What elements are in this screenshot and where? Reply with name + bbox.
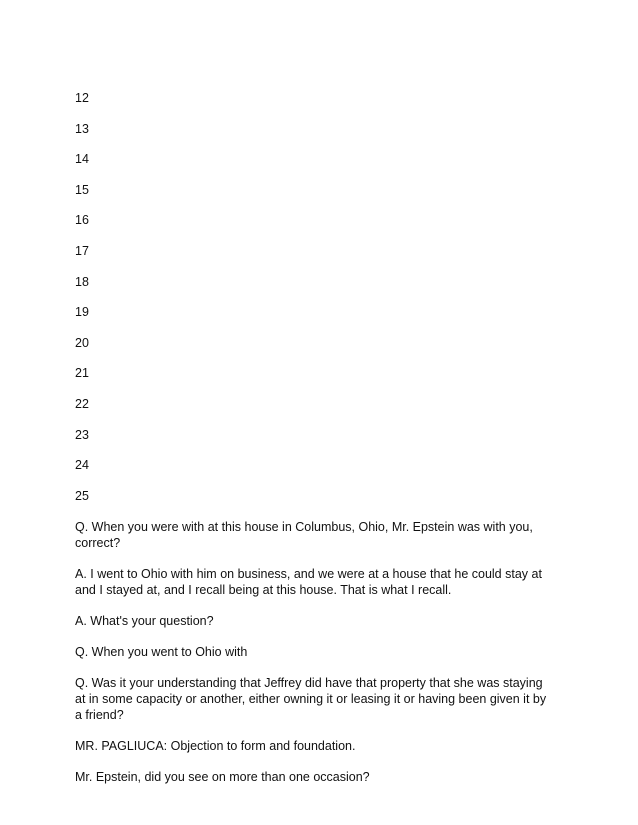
line-number: 18 (75, 274, 89, 289)
line-number: 14 (75, 152, 89, 167)
line-number: 16 (75, 213, 89, 228)
transcript-paragraph: Q. When you went to Ohio with (75, 645, 248, 659)
line-number: 22 (75, 396, 89, 411)
line-number: 15 (75, 182, 89, 197)
transcript-paragraph: MR. PAGLIUCA: Objection to form and foundation. (75, 739, 356, 753)
line-number: 23 (75, 427, 89, 442)
transcript-paragraph: Q. Was it your understanding that Jeffrey did have that property that she was staying at in some capacity or another, either owning it or leasing it or having been given it by a friend? (75, 676, 547, 722)
transcript-paragraph: A. What's your question? (75, 614, 214, 628)
transcript-paragraph: Mr. Epstein, did you see on more than one occasion? (75, 770, 370, 784)
line-number: 13 (75, 121, 89, 136)
line-number: 12 (75, 91, 89, 105)
transcript-paragraph: Q. When you were with at this house in Columbus, Ohio, Mr. Epstein was with you, correct? (75, 520, 533, 550)
line-number: 25 (75, 488, 89, 503)
line-number: 19 (75, 305, 89, 320)
line-number: 24 (75, 458, 89, 473)
line-number-column (75, 91, 115, 519)
transcript-body (75, 519, 553, 800)
transcript-paragraph: A. I went to Ohio with him on business, and we were at a house that he could stay at and I stayed at, and I recall being at this house. That is what I recall. (75, 567, 542, 597)
line-number: 20 (75, 335, 89, 350)
line-number: 21 (75, 366, 89, 381)
line-number: 17 (75, 243, 89, 258)
